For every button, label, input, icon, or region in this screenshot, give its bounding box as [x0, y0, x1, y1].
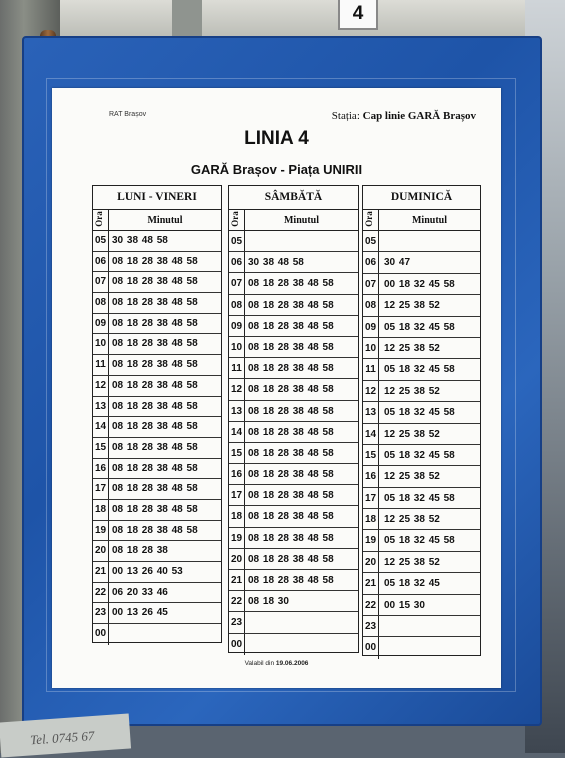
hour-cell: 05	[363, 231, 379, 251]
hour-cell: 14	[229, 422, 245, 442]
timetable-row	[229, 591, 358, 612]
hour-cell: 17	[93, 479, 109, 499]
hour-cell: 14	[363, 424, 379, 444]
minutes-cell: 12 25 38 52	[384, 471, 440, 483]
hour-cell: 19	[363, 530, 379, 550]
timetable-sunday	[362, 185, 481, 656]
timetable-row	[229, 401, 358, 422]
timetable-row	[229, 337, 358, 358]
line-title: LINIA 4	[244, 128, 309, 149]
minutes-cell: 08 18 30	[248, 596, 289, 608]
minutes-cell: 12 25 38 52	[384, 342, 440, 354]
minutes-cell: 00 13 26 45	[112, 607, 168, 619]
hour-cell: 10	[93, 334, 109, 354]
agency-label: RAT Brașov	[109, 111, 147, 118]
timetable-row	[229, 528, 358, 549]
minutes-cell: 08 18 28 38 48 58	[112, 297, 198, 309]
timetable-sheet	[52, 88, 501, 688]
hour-cell: 17	[229, 485, 245, 505]
hour-cell: 14	[93, 417, 109, 437]
background-wall	[0, 0, 565, 40]
minutes-cell: 08 18 28 38 48 58	[248, 278, 334, 290]
minutes-cell: 08 18 28 38 48 58	[248, 490, 334, 502]
minutes-cell: 08 18 28 38 48 58	[248, 553, 334, 565]
hour-cell: 12	[229, 379, 245, 399]
minutes-cell: 30 38 48 58	[248, 257, 304, 269]
hour-cell: 08	[93, 293, 109, 313]
row-list	[363, 231, 480, 659]
hour-cell: 18	[229, 506, 245, 526]
hour-cell: 12	[93, 376, 109, 396]
minutes-cell: 08 18 28 38 48 58	[112, 483, 198, 495]
minutes-cell: 08 18 28 38 48 58	[248, 532, 334, 544]
minutes-cell: 05 18 32 45 58	[384, 321, 455, 333]
route-title: GARĂ Brașov - Piața UNIRII	[190, 162, 363, 177]
hour-cell: 10	[229, 337, 245, 357]
hour-cell: 23	[93, 603, 109, 623]
timetable-row	[229, 485, 358, 506]
minutes-cell: 08 18 28 38 48 58	[112, 441, 198, 453]
minutes-cell: 08 18 28 38 48 58	[112, 462, 198, 474]
minutes-cell: 06 20 33 46	[112, 586, 168, 598]
hour-cell: 09	[229, 316, 245, 336]
hour-cell: 22	[93, 583, 109, 603]
hour-label: Ora	[229, 211, 240, 227]
minute-label: Minutul	[411, 215, 447, 226]
hour-cell: 09	[93, 314, 109, 334]
timetable-row	[93, 521, 221, 542]
valid-date: 19.06.2006	[275, 660, 309, 667]
timetable-row	[93, 479, 221, 500]
timetable-row	[93, 417, 221, 438]
timetable-row	[93, 231, 221, 252]
minutes-cell: 08 18 28 38 48 58	[112, 421, 198, 433]
timetable-row	[363, 359, 480, 380]
hour-cell: 23	[229, 612, 245, 632]
timetable-row	[229, 549, 358, 570]
minutes-cell: 30 38 48 58	[112, 235, 168, 246]
hour-cell: 20	[93, 541, 109, 561]
timetable-row	[229, 252, 358, 273]
row-list	[229, 231, 358, 655]
minutes-cell: 08 18 28 38 48 58	[112, 379, 198, 391]
timetable-row	[363, 252, 480, 273]
minutes-cell: 05 18 32 45 58	[384, 407, 455, 419]
day-header: LUNI - VINERI	[93, 186, 221, 210]
timetable-row	[229, 443, 358, 464]
minutes-cell: 08 18 28 38 48 58	[248, 320, 334, 332]
station-prefix: Stația:	[331, 110, 360, 122]
hour-label: Ora	[363, 211, 374, 227]
hour-cell: 13	[93, 397, 109, 417]
hour-cell: 08	[229, 295, 245, 315]
minutes-cell: 08 18 28 38 48 58	[248, 469, 334, 481]
timetable-row	[93, 541, 221, 562]
hour-cell: 06	[93, 252, 109, 272]
timetable-row	[363, 552, 480, 573]
day-header: DUMINICĂ	[363, 186, 480, 210]
timetable-row	[229, 464, 358, 485]
minutes-cell: 08 18 28 38 48 58	[112, 503, 198, 515]
timetable-row	[363, 509, 480, 530]
minutes-cell: 05 18 32 45	[384, 578, 440, 590]
timetable-row	[93, 562, 221, 583]
hour-cell: 00	[229, 634, 245, 655]
column-header	[363, 210, 480, 231]
support-pole	[172, 0, 202, 40]
hour-cell: 15	[93, 438, 109, 458]
hour-cell: 20	[229, 549, 245, 569]
timetable-row	[93, 603, 221, 624]
hour-cell: 18	[93, 500, 109, 520]
timetable-row	[93, 314, 221, 335]
timetable-row	[93, 583, 221, 604]
hour-cell: 11	[363, 359, 379, 379]
minutes-cell: 12 25 38 52	[384, 514, 440, 526]
hour-cell: 11	[93, 355, 109, 375]
hour-cell: 05	[229, 231, 245, 251]
timetable-row	[93, 252, 221, 273]
timetable-row	[363, 530, 480, 551]
minutes-cell: 08 18 28 38 48 58	[248, 426, 334, 438]
line-number-sign: 4	[338, 0, 378, 30]
hour-label: Ora	[93, 211, 104, 227]
hour-cell: 21	[363, 573, 379, 593]
valid-label: Valabil din	[244, 660, 275, 667]
minutes-cell: 00 18 32 45 58	[384, 278, 455, 290]
hour-cell: 07	[363, 274, 379, 294]
timetable-weekdays	[92, 185, 222, 643]
minutes-cell: 08 18 28 38 48 58	[248, 405, 334, 417]
hour-cell: 19	[229, 528, 245, 548]
timetable-row	[363, 231, 480, 252]
timetable-row	[363, 402, 480, 423]
hour-cell: 18	[363, 509, 379, 529]
timetable-row	[93, 438, 221, 459]
timetable-row	[93, 397, 221, 418]
minutes-cell: 08 18 28 38 48 58	[248, 384, 334, 396]
hour-cell: 07	[93, 272, 109, 292]
timetable-row	[229, 506, 358, 527]
timetable-row	[363, 488, 480, 509]
column-header	[229, 210, 358, 231]
row-list	[93, 231, 221, 645]
hour-cell: 16	[229, 464, 245, 484]
hour-cell: 23	[363, 616, 379, 636]
minute-label: Minutul	[147, 215, 183, 226]
hour-cell: 12	[363, 381, 379, 401]
timetable-row	[363, 317, 480, 338]
hour-cell: 15	[229, 443, 245, 463]
timetable-row	[363, 295, 480, 316]
timetable-row	[93, 500, 221, 521]
timetable-row	[93, 293, 221, 314]
hour-cell: 15	[363, 445, 379, 465]
minutes-cell: 05 18 32 45 58	[384, 364, 455, 376]
timetable-row	[93, 624, 221, 645]
minutes-cell: 08 18 28 38	[112, 545, 168, 557]
minutes-cell: 08 18 28 38 48 58	[248, 575, 334, 586]
timetable-row	[363, 445, 480, 466]
hour-cell: 22	[229, 591, 245, 611]
minutes-cell: 00 13 26 40 53	[112, 566, 183, 577]
day-header: SÂMBĂTĂ	[229, 186, 358, 210]
minutes-cell: 05 18 32 45 58	[384, 449, 455, 461]
column-header	[93, 210, 221, 231]
hour-cell: 21	[93, 562, 109, 582]
minutes-cell: 08 18 28 38 48 58	[112, 400, 198, 412]
hour-cell: 20	[363, 552, 379, 572]
hour-cell: 08	[363, 295, 379, 315]
minutes-cell: 08 18 28 38 48 58	[112, 338, 198, 350]
timetable-row	[229, 231, 358, 252]
minutes-cell: 08 18 28 38 48 58	[112, 524, 198, 536]
minutes-cell: 08 18 28 38 48 58	[112, 255, 198, 267]
minutes-cell: 12 25 38 52	[384, 428, 440, 440]
hour-cell: 13	[229, 401, 245, 421]
timetable-row	[93, 334, 221, 355]
hour-cell: 19	[93, 521, 109, 541]
station-label	[332, 110, 476, 122]
minutes-cell: 08 18 28 38 48 58	[248, 363, 334, 375]
timetable-row	[363, 274, 480, 295]
hour-cell: 16	[363, 466, 379, 486]
timetable-row	[363, 595, 480, 616]
hour-cell: 06	[363, 252, 379, 272]
minutes-cell: 12 25 38 52	[384, 385, 440, 397]
timetable-row	[229, 570, 358, 591]
validity-footer	[52, 660, 501, 667]
minutes-cell: 12 25 38 52	[384, 300, 440, 312]
timetable-row	[363, 637, 480, 658]
hour-cell: 07	[229, 273, 245, 293]
minutes-cell: 08 18 28 38 48 58	[112, 276, 198, 288]
minutes-cell: 08 18 28 38 48 58	[248, 511, 334, 523]
hour-cell: 00	[93, 624, 109, 645]
timetable-row	[363, 424, 480, 445]
minutes-cell: 08 18 28 38 48 58	[112, 317, 198, 329]
minutes-cell: 08 18 28 38 48 58	[248, 299, 334, 311]
hour-cell: 00	[363, 637, 379, 658]
timetable-row	[229, 634, 358, 655]
timetable-row	[93, 355, 221, 376]
phone-sticker: Tel. 0745 67	[0, 714, 131, 758]
minute-label: Minutul	[283, 215, 319, 226]
hour-cell: 22	[363, 595, 379, 615]
hour-cell: 13	[363, 402, 379, 422]
minutes-cell: 00 15 30	[384, 599, 425, 611]
timetable-row	[93, 272, 221, 293]
timetable-row	[229, 295, 358, 316]
hour-cell: 05	[93, 231, 109, 251]
timetable-saturday	[228, 185, 359, 653]
timetable-row	[229, 316, 358, 337]
hour-cell: 21	[229, 570, 245, 590]
timetable-row	[363, 466, 480, 487]
minutes-cell: 30 47	[384, 257, 411, 269]
hour-cell: 11	[229, 358, 245, 378]
hour-cell: 06	[229, 252, 245, 272]
minutes-cell: 05 18 32 45 58	[384, 535, 455, 547]
timetable-row	[229, 422, 358, 443]
timetable-row	[229, 612, 358, 633]
timetable-row	[229, 379, 358, 400]
timetable-row	[363, 338, 480, 359]
timetable-row	[229, 358, 358, 379]
hour-cell: 16	[93, 459, 109, 479]
timetable-row	[229, 273, 358, 294]
hour-cell: 17	[363, 488, 379, 508]
minutes-cell: 12 25 38 52	[384, 556, 440, 568]
hour-cell: 09	[363, 317, 379, 337]
minutes-cell: 08 18 28 38 48 58	[248, 447, 334, 459]
timetable-row	[363, 381, 480, 402]
timetable-row	[363, 616, 480, 637]
minutes-cell: 08 18 28 38 48 58	[112, 359, 198, 371]
timetable-row	[363, 573, 480, 594]
hour-cell: 10	[363, 338, 379, 358]
minutes-cell: 05 18 32 45 58	[384, 492, 455, 504]
station-name: Cap linie GARĂ Brașov	[362, 110, 476, 122]
timetable-row	[93, 459, 221, 480]
minutes-cell: 08 18 28 38 48 58	[248, 341, 334, 353]
timetable-row	[93, 376, 221, 397]
